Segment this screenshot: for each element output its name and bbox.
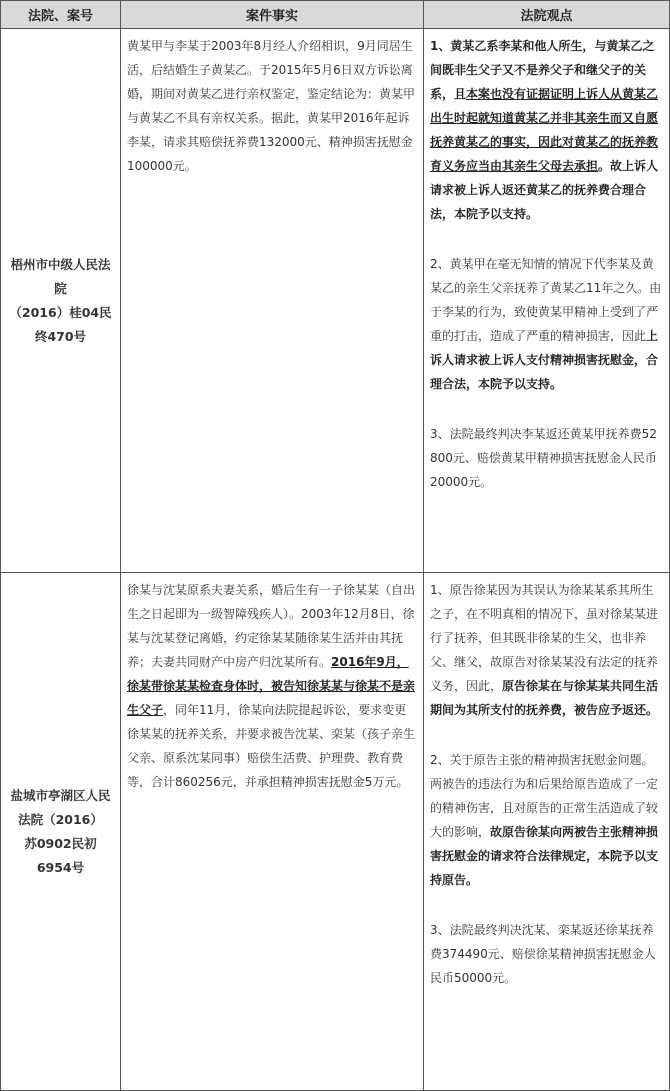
view-paragraph	[430, 422, 663, 494]
view-text: 3、法院最终判决李某返还黄某甲抚养费52800元、赔偿黄某甲精神损害抚慰金人民币20000元。	[430, 427, 657, 489]
court-name: 梧州市中级人民法院	[10, 256, 111, 296]
court-name: 盐城市亭湖区人民法院（2016）	[10, 787, 111, 827]
view-text-bold: 故原告徐某向两被告主张精神损害抚慰金的请求符合法律规定，本院予以支持原告。	[430, 825, 659, 887]
facts-text: 黄某甲与李某于2003年8月经人介绍相识，9月同居生活，后结婚生子黄某乙。于2015年5月6日双方诉讼离婚，期间对黄某乙进行亲权鉴定，鉴定结论为：黄某甲与黄某乙不具有亲权关系。据此，黄某甲2016年起诉李某，请求其赔偿抚养费132000元、精神损害抚慰金100000元。	[127, 39, 416, 173]
view-text: 3、法院最终判决沈某、栾某返还徐某抚养费374490元、赔偿徐某精神损害抚慰金人民币50000元。	[430, 923, 656, 985]
view-text: 1、原告徐某因为其误认为徐某某系其所生之子，在不明真相的情况下，虽对徐某某进行了抚养，但其既非徐某的生父，也非养父、继父，故原告对徐某某没有法定的抚养义务，因此，	[430, 583, 659, 693]
views-cell	[424, 29, 670, 573]
facts-text: ，同年11月，徐某向法院提起诉讼，要求变更徐某某的抚养关系，并要求被告沈某、栾某（孩子亲生父亲、原系沈某同事）赔偿生活费、护理费、教育费等，合计860256元，并承担精神损害抚慰金5万元。	[127, 703, 416, 789]
table-row	[1, 573, 670, 1091]
table-row	[1, 29, 670, 573]
table-header-row	[1, 1, 670, 29]
view-paragraph	[430, 748, 663, 892]
views-cell	[424, 573, 670, 1091]
facts-cell	[121, 573, 424, 1091]
view-paragraph	[430, 252, 663, 396]
case-number: 苏0902民初	[24, 835, 97, 851]
view-paragraph	[430, 578, 663, 722]
view-paragraph	[430, 34, 663, 226]
view-text: 1、黄某乙系李某和他人所生，与黄某乙之间既非生父子又不是养父子和继父子的关系，且	[430, 39, 655, 101]
court-cell	[1, 573, 121, 1091]
facts-text-underlined: 2016年9月，徐某带徐某某检查身体时，被告知徐某某与徐某不是亲生父子	[127, 655, 416, 717]
header-views: 法院观点	[424, 1, 670, 29]
court-cell	[1, 29, 121, 573]
facts-text: 徐某与沈某原系夫妻关系，婚后生有一子徐某某（自出生之日起即为一级智障残疾人）。2003年12月8日，徐某与沈某登记离婚，约定徐某某随徐某生活并由其抚养；夫妻共同财产中房产归沈某所有。	[127, 583, 416, 669]
view-text: 2、关于原告主张的精神损害抚慰金问题。两被告的违法行为和后果给原告造成了一定的精神伤害，且对原告的正常生活造成了较大的影响，	[430, 753, 659, 839]
header-facts: 案件事实	[121, 1, 424, 29]
case-number: （2016）桂04民终470号	[9, 304, 112, 344]
view-text-underlined: 本案也没有证据证明上诉人从黄某乙出生时起就知道黄某乙并非其亲生而又自愿抚养黄某乙的事实，因此对黄某乙的抚养教育义务应当由其亲生父母去承担	[430, 87, 659, 173]
header-court: 法院、案号	[1, 1, 121, 29]
view-text: 。故上诉人请求被上诉人返还黄某乙的抚养费合理合法，本院予以支持。	[430, 159, 659, 221]
view-paragraph	[430, 918, 663, 990]
case-number: 6954号	[36, 859, 85, 875]
facts-cell	[121, 29, 424, 573]
view-text: 2、黄某甲在毫无知情的情况下代李某及黄某乙的亲生父亲抚养了黄某乙11年之久。由于李某的行为，致使黄某甲精神上受到了严重的打击，造成了严重的精神损害，因此	[430, 257, 662, 343]
view-text-bold: 上诉人请求被上诉人支付精神损害抚慰金，合理合法，本院予以支持。	[430, 329, 659, 391]
view-text-bold: 原告徐某在与徐某某共同生活期间为其所支付的抚养费，被告应予返还。	[430, 679, 659, 717]
